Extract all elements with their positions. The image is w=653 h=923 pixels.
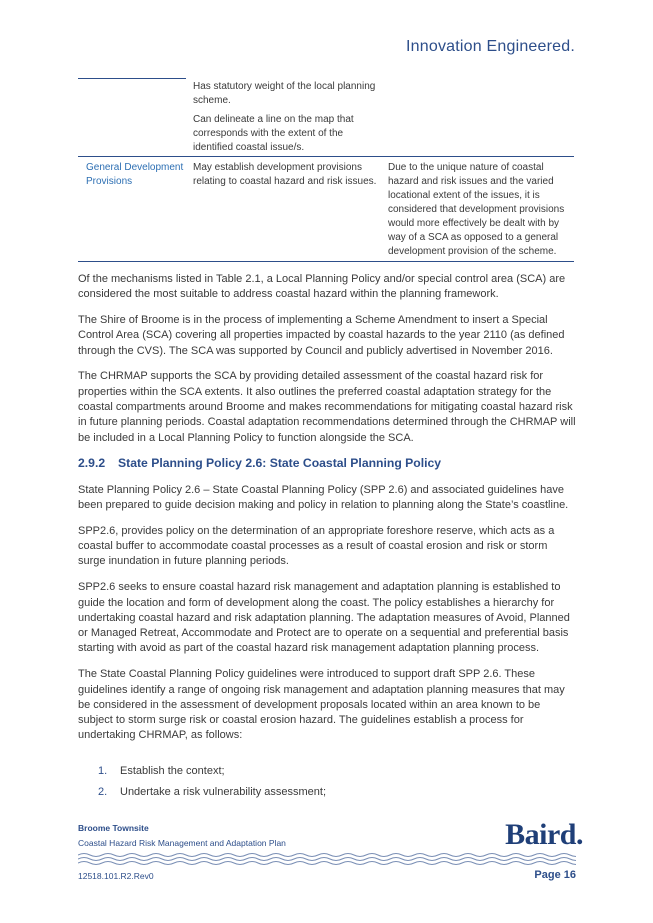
footer-subtitle: Coastal Hazard Risk Management and Adaptation Plan (78, 838, 286, 848)
body-paragraph: State Planning Policy 2.6 – State Coastal Planning Policy (SPP 2.6) and associated guidelines have been prepared to guide decision making and policy in relation to planning along the State’s coastline. (78, 483, 569, 512)
body-paragraph: The CHRMAP supports the SCA by providing detailed assessment of the coastal hazard risk for properties within the SCA extents. It also outlines the preferred coastal adaptation strategy for the coastal compartments around Broome and makes recommendations for mitigating coastal hazard risk in future planning periods. Coastal adaptation recommendations determined through the CHRMAP will be included in a Local Planning Policy to function alongside the SCA. (78, 370, 576, 444)
table-cell-text: Has statutory weight of the local planning scheme. (193, 81, 376, 106)
table-bottom-rule (78, 261, 574, 262)
section-title: State Planning Policy 2.6: State Coastal Planning Policy (118, 456, 442, 471)
table-cell-comment: Due to the unique nature of coastal hazard and risk issues and the varied locational extent of the issues, it is considered that development provisions would more effectively be dealt with by way of a SCA as opposed to a general development provision of the scheme. (388, 162, 565, 257)
wave-divider-icon (78, 852, 576, 866)
body-paragraph: SPP2.6 seeks to ensure coastal hazard risk management and adaptation planning is established to guide the location and form of development along the coast. The policy establishes a hierarchy for undertaking coastal hazard and risk adaptation planning. The adaptation measures of Avoid, Planned or Managed Retreat, Accommodate and Protect are to operate on a sequential and preferential basis starting with avoid as part of the coastal hazard risk management adaptation planning process. (78, 581, 570, 655)
table-continued-cell (193, 80, 383, 160)
table-cell-mechanism: General Development Provisions (86, 162, 184, 187)
list-item-number: 1. (98, 764, 108, 777)
list-item-text: Establish the context; (120, 764, 225, 777)
document-id: 12518.101.R2.Rev0 (78, 871, 154, 881)
body-paragraph: The State Coastal Planning Policy guidelines were introduced to support draft SPP 2.6. These guidelines identify a range of ongoing risk management and adaptation planning measures that may be considered in the assessment of development proposals located within an area known to be subject to storm surge risk or coastal erosion hazard. The guidelines establish a process for undertaking CHRMAP, as follows: (78, 668, 565, 742)
table-cell-text: Can delineate a line on the map that corresponds with the extent of the identified coastal issue/s. (193, 114, 354, 153)
body-paragraph: Of the mechanisms listed in Table 2.1, a Local Planning Policy and/or special control area (SCA) are considered the most suitable to address coastal hazard within the planning framework. (78, 273, 566, 301)
list-item-text: Undertake a risk vulnerability assessment; (120, 786, 327, 799)
footer (78, 823, 576, 848)
list-item (78, 785, 576, 800)
body-paragraph: SPP2.6, provides policy on the determination of an appropriate foreshore reserve, which acts as a coastal buffer to accommodate coastal processes as a result of coastal erosion and risk or storm surge inundation in future planning periods. (78, 524, 555, 568)
body-paragraph: The Shire of Broome is in the process of implementing a Scheme Amendment to insert a Special Control Area (SCA) covering all properties impacted by coastal hazards to the year 2110 (as defined through the CVS). The SCA was supported by Council and publicly advertised in November 2016. (78, 314, 565, 357)
table-cell-description: May establish development provisions relating to coastal hazard and risk issues. (193, 162, 377, 187)
header-tagline: Innovation Engineered. (406, 38, 575, 55)
list-item (78, 764, 576, 779)
table-top-rule (78, 78, 186, 79)
list-item-number: 2. (98, 786, 108, 799)
body-content (78, 272, 576, 806)
section-number: 2.9.2 (78, 456, 106, 471)
baird-logo: Baird. (505, 818, 583, 851)
section-heading (78, 456, 576, 471)
page-number: Page 16 (534, 869, 576, 881)
process-steps-list (78, 764, 576, 801)
table-row-divider (78, 156, 574, 157)
footer-project: Broome Townsite (78, 823, 149, 833)
